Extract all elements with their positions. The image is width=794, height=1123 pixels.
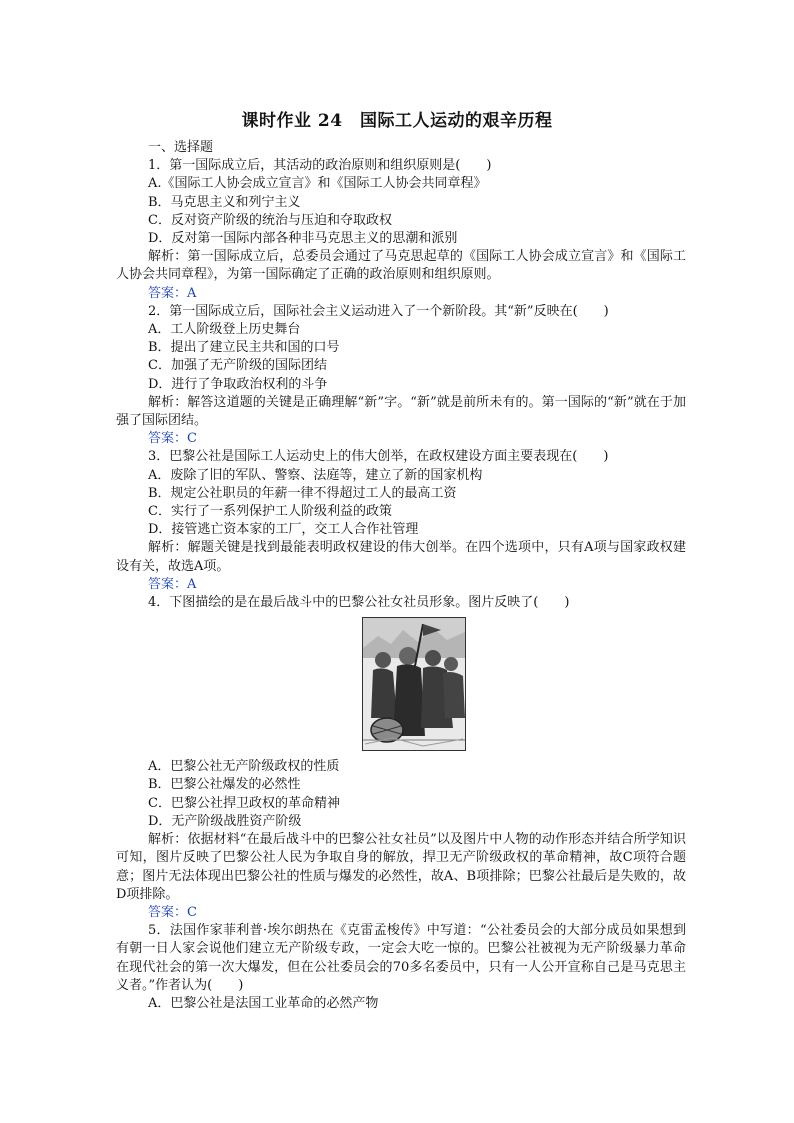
page-title: 课时作业 24 国际工人运动的艰辛历程 bbox=[241, 111, 553, 131]
question-stem: 4．下图描绘的是在最后战斗中的巴黎公社女社员形象。图片反映了( ) bbox=[148, 595, 570, 611]
answer-text: 答案：A bbox=[148, 285, 197, 301]
paris-commune-illustration bbox=[362, 617, 466, 751]
question-stem: 5．法国作家菲利普·埃尔朗热在《克雷孟梭传》中写道：“公社委员会的大部分成员如果想到有朝一日人家会说他们建立无产阶级专政，一定会大吃一惊的。巴黎公社被视为无产阶级暴力革命在现代社会的第一次大爆发，但在公社委员会的70多名委员中，只有一人公开宣称自己是马克思主义者。”作者认为( ) bbox=[116, 923, 686, 993]
option-b: B．提出了建立民主共和国的口号 bbox=[148, 340, 340, 356]
option-d: D．接管逃亡资本家的工厂，交工人合作社管理 bbox=[148, 522, 419, 538]
answer-text: 答案：C bbox=[148, 431, 197, 447]
option-a: A．废除了旧的军队、警察、法庭等，建立了新的国家机构 bbox=[148, 467, 483, 483]
option-c: C．巴黎公社捍卫政权的革命精神 bbox=[148, 795, 340, 811]
option-a: A.《国际工人协会成立宣言》和《国际工人协会共同章程》 bbox=[148, 176, 487, 192]
question-stem: 1．第一国际成立后，其活动的政治原则和组织原则是( ) bbox=[148, 158, 492, 174]
analysis-text: 解析：解题关键是找到最能表明政权建设的伟大创举。在四个选项中，只有A项与国家政权建设有关，故选A项。 bbox=[116, 540, 686, 574]
option-a: A．巴黎公社无产阶级政权的性质 bbox=[148, 759, 340, 775]
option-b: B．马克思主义和列宁主义 bbox=[148, 194, 301, 210]
question-stem: 2．第一国际成立后，国际社会主义运动进入了一个新阶段。其“新”反映在( ) bbox=[148, 303, 609, 319]
engraving-image bbox=[363, 618, 465, 750]
option-a: A．工人阶级登上历史舞台 bbox=[148, 322, 301, 338]
option-b: B．巴黎公社爆发的必然性 bbox=[148, 777, 301, 793]
section-heading: 一、选择题 bbox=[148, 140, 214, 155]
option-d: D．无产阶级战胜资产阶级 bbox=[148, 813, 302, 829]
analysis-text: 解析：解答这道题的关键是正确理解“新”字。“新”就是前所未有的。第一国际的“新”就在于加强了国际团结。 bbox=[116, 394, 686, 429]
option-d: D．进行了争取政治权利的斗争 bbox=[148, 376, 328, 392]
question-stem: 3．巴黎公社是国际工人运动史上的伟大创举，在政权建设方面主要表现在( ) bbox=[148, 449, 609, 465]
answer-text: 答案：C bbox=[148, 904, 197, 920]
option-c: C．反对资产阶级的统治与压迫和夺取政权 bbox=[148, 212, 392, 228]
option-a: A．巴黎公社是法国工业革命的必然产物 bbox=[148, 995, 379, 1011]
answer-text: 答案：A bbox=[148, 576, 197, 592]
analysis-text: 解析：第一国际成立后，总委员会通过了马克思起草的《国际工人协会成立宣言》和《国际工人协会共同章程》，为第一国际确定了正确的政治原则和组织原则。 bbox=[116, 249, 686, 283]
option-b: B．规定公社职员的年薪一律不得超过工人的最高工资 bbox=[148, 485, 457, 501]
question-list bbox=[116, 139, 686, 1013]
option-c: C．加强了无产阶级的国际团结 bbox=[148, 358, 327, 374]
option-c: C．实行了一系列保护工人阶级利益的政策 bbox=[148, 504, 392, 520]
analysis-text: 解析：依据材料“在最后战斗中的巴黎公社女社员”以及图片中人物的动作形态并结合所学知识可知，图片反映了巴黎公社人民为争取自身的解放，捍卫无产阶级政权的革命精神，故C项符合题意；图片无法体现出巴黎公社的性质与爆发的必然性，故A、B项排除；巴黎公社最后是失败的，故D项排除。 bbox=[116, 832, 686, 902]
option-d: D．反对第一国际内部各种非马克思主义的思潮和派别 bbox=[148, 231, 458, 247]
